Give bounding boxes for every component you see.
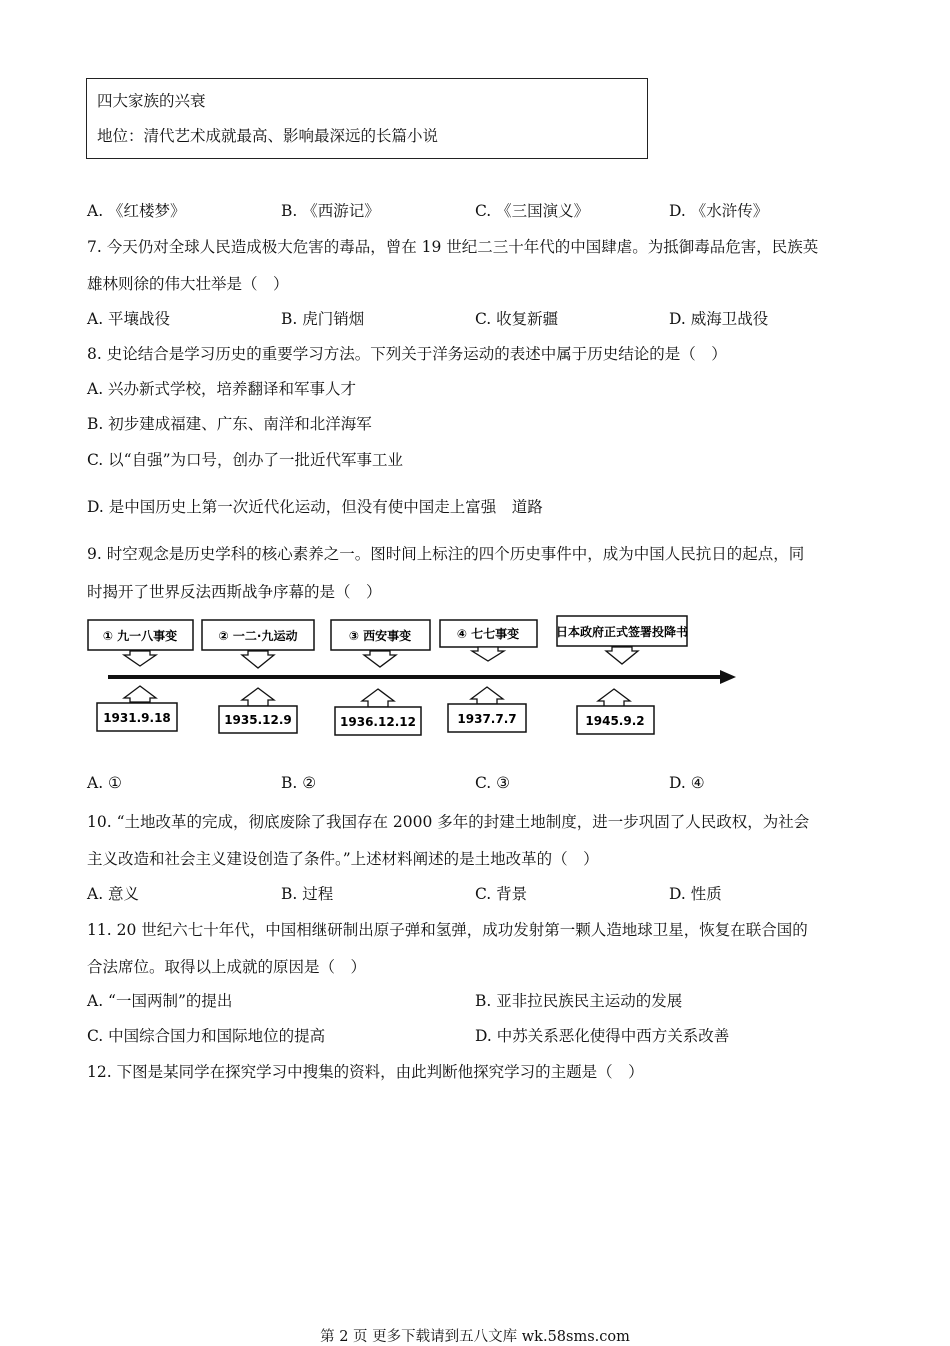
event-1-label: ① 九一八事变 <box>102 629 178 643</box>
event-5 <box>556 616 688 664</box>
date-2-label: 1935.12.9 <box>224 713 292 727</box>
q9-stem-line-1: 9. 时空观念是历史学科的核心素养之一。图时间上标注的四个历史事件中，成为中国人民抗日的起点，同 <box>87 545 805 563</box>
q7-option-a: A. 平壤战役 <box>87 310 171 328</box>
q9-option-a: A. ① <box>87 774 122 792</box>
q7-option-b: B. 虎门销烟 <box>281 310 365 328</box>
q10-stem-line-1: 10. “土地改革的完成，彻底废除了我国存在 2000 多年的封建土地制度，进一步巩固了人民政权，为社会 <box>87 813 810 831</box>
q9-stem-line-2: 时揭开了世界反法西斯战争序幕的是（ ） <box>87 583 382 601</box>
q12-stem: 12. 下图是某同学在探究学习中搜集的资料，由此判断他探究学习的主题是（ ） <box>87 1063 644 1081</box>
q9-option-c: C. ③ <box>475 774 511 792</box>
event-2 <box>202 620 314 668</box>
q8-option-d: D. 是中国历史上第一次近代化运动，但没有使中国走上富强 道路 <box>87 498 543 516</box>
date-2 <box>219 688 297 733</box>
q7-stem-line-2: 雄林则徐的伟大壮举是（ ） <box>87 275 289 293</box>
event-4 <box>440 620 537 661</box>
material-line-2: 地位：清代艺术成就最高、影响最深远的长篇小说 <box>97 127 439 145</box>
date-3-label: 1936.12.12 <box>340 715 416 729</box>
q9-option-b: B. ② <box>281 774 317 792</box>
material-line-1: 四大家族的兴衰 <box>97 92 206 110</box>
date-3 <box>335 689 421 735</box>
q8-stem: 8. 史论结合是学习历史的重要学习方法。下列关于洋务运动的表述中属于历史结论的是（ ） <box>87 345 727 363</box>
date-1-label: 1931.9.18 <box>103 711 171 725</box>
q6-option-b: B. 《西游记》 <box>281 202 380 220</box>
q10-option-c: C. 背景 <box>475 885 528 903</box>
q10-option-d: D. 性质 <box>669 885 722 903</box>
q7-stem-line-1: 7. 今天仍对全球人民造成极大危害的毒品，曾在 19 世纪二三十年代的中国肆虐。为抵御毒品危害，民族英 <box>87 238 819 256</box>
q11-stem-line-2: 合法席位。取得以上成就的原因是（ ） <box>87 958 367 976</box>
q11-option-c: C. 中国综合国力和国际地位的提高 <box>87 1027 326 1045</box>
q10-option-a: A. 意义 <box>87 885 140 903</box>
q7-option-c: C. 收复新疆 <box>475 310 559 328</box>
date-5 <box>577 689 654 734</box>
q6-option-c: C. 《三国演义》 <box>475 202 590 220</box>
event-5-label: 日本政府正式签署投降书 <box>555 625 689 639</box>
q11-option-b: B. 亚非拉民族民主运动的发展 <box>475 992 683 1010</box>
date-4 <box>448 687 526 732</box>
q6-option-d: D. 《水浒传》 <box>669 202 769 220</box>
date-4-label: 1937.7.7 <box>457 712 517 726</box>
q8-option-b: B. 初步建成福建、广东、南洋和北洋海军 <box>87 415 372 433</box>
page-footer: 第 2 页 更多下载请到五八文库 wk.58sms.com <box>320 1329 630 1345</box>
q11-stem-line-1: 11. 20 世纪六七十年代，中国相继研制出原子弹和氢弹，成功发射第一颗人造地球卫星，恢复在联合国的 <box>87 921 808 939</box>
event-4-label: ④ 七七事变 <box>456 627 520 641</box>
timeline-arrowhead <box>720 670 736 684</box>
q9-option-d: D. ④ <box>669 774 705 792</box>
event-3-label: ③ 西安事变 <box>348 629 412 643</box>
event-3 <box>331 620 430 667</box>
q11-option-d: D. 中苏关系恶化使得中西方关系改善 <box>475 1027 730 1045</box>
q6-option-a: A. 《红楼梦》 <box>87 202 186 220</box>
q10-option-b: B. 过程 <box>281 885 334 903</box>
date-1 <box>97 686 177 731</box>
q10-stem-line-2: 主义改造和社会主义建设创造了条件。”上述材料阐述的是土地改革的（ ） <box>87 850 599 868</box>
date-5-label: 1945.9.2 <box>585 714 645 728</box>
event-2-label: ② 一二·九运动 <box>218 629 298 643</box>
q11-option-a: A. “一国两制”的提出 <box>87 992 233 1010</box>
q8-option-a: A. 兴办新式学校，培养翻译和军事人才 <box>87 380 357 398</box>
event-1 <box>88 620 193 666</box>
q7-option-d: D. 威海卫战役 <box>669 310 769 328</box>
q8-option-c: C. 以“自强”为口号，创办了一批近代军事工业 <box>87 451 404 469</box>
